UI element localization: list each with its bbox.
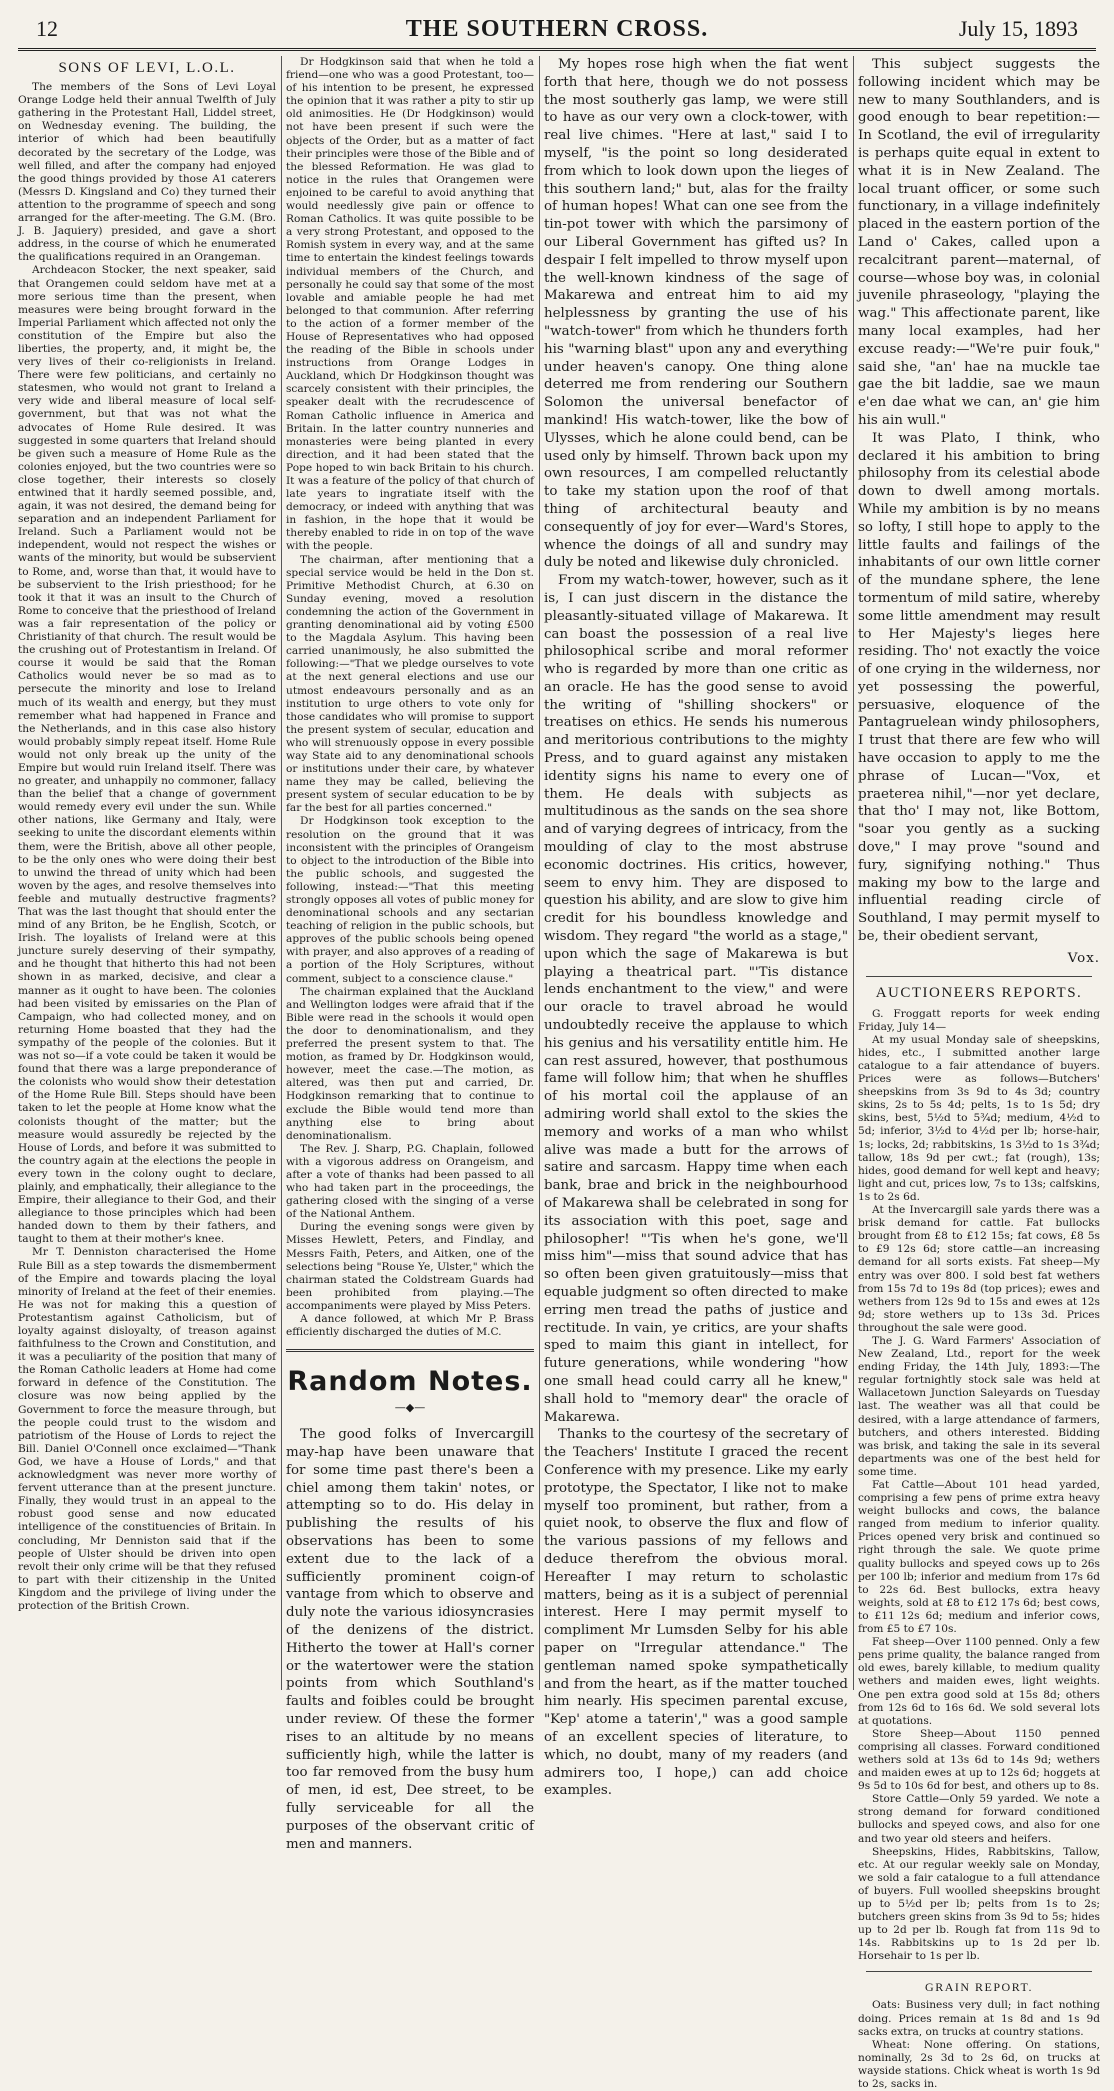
random-notes-body <box>286 1426 534 1853</box>
article-paragraph: Archdeacon Stocker, the next speaker, said that Orangemen could seldom have met at a more serious time than the present, when measures were being brought forward in the Imperial Parliament which affected not only the constitution of the Empire but also the liberties, the property, and, it might be, the very lives of their co-religionists in Ireland. There were few politicians, and certainly no statesmen, who would not grant to Ireland a very wide and liberal measure of local self-government, but that was not what the advocates of Home Rule desired. It was suggested in some quarters that Ireland should be given such a measure of Home Rule as the colonies enjoyed, but the two countries were so close together, their interests so closely entwined that it hardly seemed possible, and, again, it was not desired, the demand being for separation and an independent Parliament for Ireland. Such a Parliament would not be independent, would not respect the wishes or wants of the minority, but would be subservient to Rome, and, worse than that, it would have to be subservient to the Irish priesthood; for he took it that it was an insult to the Church of Rome to conceive that the priesthood of Ireland was a fair representation of the policy or Christianity of that church. The result would be the crushing out of Protestantism in Ireland. Of course it would be said that the Roman Catholics would never be so mad as to persecute the minority and lose to Ireland much of its wealth and energy, but they must remember what had happened in France and the Netherlands, and in this case also history would probably simply repeat itself. Home Rule would not only break up the unity of the Empire but would ruin Ireland itself. There was no greater, and unhappily no commoner, fallacy than the belief that a change of government would remedy every evil under the sun. While other nations, like Germany and Italy, were seeking to unite the discordant elements within them, were the British, above all other people, to be the only ones who were doing their best to unwind the thread of unity which had been woven by the ages, and resolve themselves into feeble and mutually destructive fragments? That was the last thought that should enter the mind of any Briton, be he English, Scotch, or Irish. The loyalists of Ireland were at this juncture surely deserving of their sympathy, and he thought that hitherto this had not been shown in as marked, decisive, and clear a manner as it ought to have been. The colonies had been visited by emissaries on the Plan of Campaign, who had collected money, and on returning Home boasted that they had the sympathy of the people of the colonies. But it was not so—if a vote could be taken it would be found that there was a large preponderance of the colonists who would show their detestation of the Home Rule Bill. Steps should have been taken to let the people at Home know what the colonists thought of the matter; but the measure would assuredly be rejected by the House of Lords, and before it was submitted to the country again at the elections the people in every town in the colony ought to declare, plainly, and emphatically, their allegiance to the Empire, their allegiance to their God, and their allegiance to those principles which had been handed down to them by their fathers, and taught to them at their mother's knee. <box>18 264 276 1246</box>
page-number: 12 <box>36 16 58 41</box>
random-notes-heading: Random Notes. <box>287 1366 533 1398</box>
article-paragraph: Fat sheep—Over 1100 penned. Only a few pens prime quality, the balance ranged from old ewes, barely killable, to medium quality wethers and maiden ewes, light weights. One pen extra good sold at 15s 8d; others from 12s 6d to 16s 6d. We sold several lots at quotations. <box>858 1636 1100 1727</box>
article-paragraph: From my watch-tower, however, such as it is, I can just discern in the distance the pleasantly-situated village of Makarewa. It can boast the possession of a real live philosophical scribe and moral reformer who is regarded by more than one critic as an oracle. He has the good sense to avoid the writing of "shilling shockers" or treatises on ethics. He sends his numerous and meritorious contributions to the mighty Press, and to guard against any mistaken identity signs his name to every one of them. He deals with subjects as multitudinous as the sands on the sea shore and of varying degrees of intricacy, from the moulding of clay to the most abstruse economic doctrines. His critics, however, seem to envy him. They are disposed to question his ability, and are slow to give him credit for his boundless knowledge and wisdom. They regard "the world as a stage," upon which the sage of Makarewa is but playing a theatrical part. "'Tis distance lends enchantment to the view," and were our oracle to travel abroad he would undoubtedly receive the applause to which his genius and his versatility entitle him. He can rest assured, however, that posthumous fame will follow him; that when he shuffles of his mortal coil the applause of an admiring world shall extol to the skies the memory and works of a man who whilst alive was made a butt for the arrows of satire and sarcasm. Happy time when each bank, brae and brick in the neighbourhood of Makarewa shall be celebrated in song for its association with this poet, sage and philosopher! "'Tis when he's gone, we'll miss him"—miss that sound advice that has so often been given gratuitously—miss that equable judgment so often directed to make erring men tread the paths of justice and rectitude. In vain, ye critics, are your shafts sped to maim this giant in intellect, for future generations, while wondering "how one small head could carry all he knew," shall hold to "memory dear" the oracle of Makarewa. <box>544 573 848 1425</box>
article-paragraph: Oats: Business very dull; in fact nothing doing. Prices remain at 1s 8d and 1s 9d sacks extra, on trucks at country stations. <box>858 1999 1100 2038</box>
article-paragraph: Fat Cattle—About 101 head yarded, comprising a few pens of prime extra heavy weight bullocks and cows, the balance ranged from medium to inferior quality. Prices opened very brisk and continued so right through the sale. We quote prime quality bullocks and speyed cows up to 26s per 100 lb; inferior and medium from 17s 6d to 22s 6d. Best bullocks, extra heavy weights, sold at £8 to £12 17s 6d; best cows, to £11 12s 6d; medium and inferior cows, from £5 to £7 10s. <box>858 1479 1100 1636</box>
article-paragraph: Dr Hodgkinson took exception to the resolution on the ground that it was inconsistent with the principles of Orangeism to object to the introduction of the Bible into the public schools, and suggested the following, instead:—"That this meeting strongly opposes all votes of public money for denominational schools and any sectarian teaching of religion in the public schools, but approves of the public schools being opened with prayer, and also approves of a reading of a portion of the Holy Scriptures, without comment, subject to a conscience clause." <box>286 815 534 985</box>
grain-report-body <box>858 1999 1100 2091</box>
article-paragraph: Dr Hodgkinson said that when he told a friend—one who was a good Protestant, too—of his intention to be present, he expressed the opinion that it was rather a pity to stir up old animosities. He (Dr Hodgkinson) would not have been present if such were the objects of the Order, but as a matter of fact their principles were those of the Bible and of the blessed Reformation. He was glad to notice in the rules that Orangemen were enjoined to be careful to avoid anything that would needlessly give pain or offence to Roman Catholics. It was quite possible to be a very strong Protestant, and opposed to the Romish system in every way, and at the same time to entertain the kindest feelings towards individual members of the Church, and personally he could say that some of the most lovable and amiable people he had met belonged to that communion. After referring to the action of a former member of the House of Representatives who had opposed the reading of the Bible in schools under instructions from Orange Lodges in Auckland, which Dr Hodgkinson thought was scarcely consistent with their principles, the speaker dealt with the recrudescence of Roman Catholic influence in America and Britain. In the latter country nunneries and monasteries were being planted in every direction, and it had been stated that the Pope hoped to win back Britain to his church. It was a feature of the policy of that church of late years to ingratiate itself with the democracy, or indeed with anything that was in fashion, in the hope that it would be thereby enabled to ride in on top of the wave with the people. <box>286 56 534 553</box>
auctioneers-heading: AUCTIONEERS REPORTS. <box>875 984 1083 1001</box>
article-paragraph: Sheepskins, Hides, Rabbitskins, Tallow, etc. At our regular weekly sale on Monday, we sold a fair catalogue to a full attendance of buyers. Full woolled sheepskins brought up to 5½d per lb; pelts from 1s to 2s; butchers green skins from 3s 9d to 5s; hides up to 2d per lb. Rough fat from 11s 9d to 14s. Rabbitskins up to 1s 2d per lb. Horsehair to 1s per lb. <box>858 1845 1100 1963</box>
random-notes-continuation <box>858 56 1100 968</box>
issue-date: July 15, 1893 <box>958 16 1078 41</box>
article-paragraph: Wheat: None offering. On stations, nominally, 2s 3d to 2s 6d, on trucks at wayside stations. Chick wheat is worth 1s 9d to 2s, sacks in. <box>858 2038 1100 2091</box>
article-paragraph: The chairman, after mentioning that a special service would be held in the Don st. Primitive Methodist Church, at 6.30 on Sunday evening, moved a resolution condemning the action of the Government in granting denominational aid by voting £500 to the Magdala Asylum. This having been carried unanimously, he also submitted the following:—"That we pledge ourselves to vote at the next general elections and use our utmost endeavours personally and as an institution to urge others to vote only for those candidates who will promise to support the present system of secular, education and who will strenuously oppose in every possible way State aid to any denominational schools or institutions under their care, by whatever name they may be called, believing the present system of secular education to be by far the best for all parties concerned." <box>286 553 534 815</box>
column-1 <box>18 56 276 1690</box>
grain-report-heading: GRAIN REPORT. <box>925 1980 1033 1995</box>
ornament-rule: —◆— <box>394 1401 426 1415</box>
article-paragraph: The Rev. J. Sharp, P.G. Chaplain, followed with a vigorous address on Orangeism, and after a vote of thanks had been passed to all who had taken part in the proceedings, the gathering closed with the singing of a verse of the National Anthem. <box>286 1142 534 1221</box>
column-rule <box>281 56 282 1690</box>
masthead <box>18 14 1096 51</box>
column-3 <box>544 56 848 1799</box>
column-rule <box>539 56 540 1690</box>
article-paragraph: Mr T. Denniston characterised the Home Rule Bill as a step towards the dismemberment of the Empire and towards placing the loyal minority of Ireland at the feet of their enemies. He was not for making this a question of Protestantism against Catholicism, but of loyalty against disloyalty, of treason against faithfulness to the Crown and Constitution, and it was a peculiarity of the position that many of the Roman Catholic leaders at Home had come forward in defence of the Constitution. The closure was now being applied by the Government to force the measure through, but the people could trust to the wisdom and patriotism of the House of Lords to reject the Bill. Daniel O'Connell once exclaimed—"Thank God, we have a House of Lords," and that acknowledgment was never more worthy of fervent utterance than at the present juncture. Finally, they would trust in an appeal to the robust good sense and now educated intelligence of the constituencies of Britain. In concluding, Mr Denniston said that if the people of Ulster should be driven into open revolt their only crime will be that they refused to part with their citizenship in the United Kingdom and the privilege of living under the protection of the British Crown. <box>18 1246 276 1612</box>
article-paragraph: During the evening songs were given by Misses Hewlett, Peters, and Findlay, and Messrs Faith, Peters, and Aitken, one of the selections being "Rouse Ye, Ulster," which the chairman stated the Coldstream Guards had been prohibited from playing.—The accompaniments were played by Miss Peters. <box>286 1221 534 1312</box>
signature: Vox. <box>1067 950 1100 966</box>
article-paragraph: It was Plato, I think, who declared it his ambition to bring philosophy from its celestial abode down to dwell among mortals. While my ambition is by no means so lofty, I still hope to apply to the little faults and failings of the inhabitants of our own little corner of the mundane sphere, the lene tormentum of mild satire, whereby some little amendment may result to Her Majesty's lieges here residing. Tho' not exactly the voice of one crying in the wilderness, nor yet possessing the powerful, persuasive, eloquence of the Pantagruelean windy philosophers, I trust that there are few who will have occasion to apply to me the phrase of Lucan—"Vox, et praeterea nihil,"—nor yet declare, that tho' I may not, like Bottom, "soar you gently as a sucking dove," I may prove "sound and fury, signifying nothing." Thus making my bow to the large and influential reading circle of Southland, I may permit myself to be, their obedient servant, <box>858 430 1100 945</box>
article-paragraph: The J. G. Ward Farmers' Association of New Zealand, Ltd., report for the week ending Friday, the 14th July, 1893:—The regular fortnightly stock sale was held at Wallacetown Junction Saleyards on Tuesday last. The weather was all that could be desired, with a large attendance of farmers, butchers, and others interested. Bidding was brisk, and taking the sale in its several departments was one of the best held for some time. <box>858 1334 1100 1478</box>
article-paragraph: G. Froggatt reports for week ending Friday, July 14— <box>858 1007 1100 1033</box>
column-rule <box>853 56 854 1690</box>
article-paragraph: A dance followed, at which Mr P. Brass efficiently discharged the duties of M.C. <box>286 1313 534 1339</box>
article-paragraph: At my usual Monday sale of sheepskins, hides, etc., I submitted another large catalogue to a fair attendance of buyers. Prices were as follows—Butchers' sheepskins from 3s 9d to 4s 3d; country skins, 2s to 5s 4d; pelts, 1s to 1s 5d; dry skins, best, 5½d to 5¾d; medium, 4½d to 5d; inferior, 3½d to 4½d per lb; horse-hair, 1s; locks, 2d; rabbitskins, 1s 3½d to 1s 3¾d; tallow, 18s 9d per cwt.; fat (rough), 13s; hides, good demand for well kept and heavy; light and cut, prices low, 7s to 13s; calfskins, 1s to 2s 6d. <box>858 1033 1100 1203</box>
article-paragraph: This subject suggests the following incident which may be new to many Southlanders, and is good enough to bear repetition:—In Scotland, the evil of irregularity is perhaps quite equal in extent to what it is in New Zealand. The local truant officer, or some such functionary, in a village indefinitely placed in the eastern portion of the Land o' Cakes, called upon a recalcitrant parent—maternal, of course—whose boy was, in colonial juvenile phraseology, "playing the wag." This affectionate parent, like many local examples, had her excuse ready:—"We're puir fouk," said she, "an' hae na muckle tae gae the bit laddie, sae we maun e'en dae what we can, an' gie him his ain wull." <box>858 57 1100 428</box>
article-paragraph: Store Sheep—About 1150 penned comprising all classes. Forward conditioned wethers sold at 13s 6d to 14s 9d; wethers and maiden ewes at up to 12s 6d; hoggets at 9s 5d to 10s 6d for best, and others up to 8s. <box>858 1727 1100 1793</box>
article-continuation <box>286 56 534 1339</box>
article-heading-sons-of-levi: SONS OF LEVI, L.O.L. <box>58 60 236 76</box>
article-paragraph: At the Invercargill sale yards there was a brisk demand for cattle. Fat bullocks brought from £8 to £12 15s; fat cows, £8 5s to £9 12s 6d; store cattle—an increasing demand for all sorts exists. Fat sheep—My entry was over 800. I sold best fat wethers from 15s 7d to 19s 8d (top prices); ewes and wethers from 12s 9d to 15s and ewes at 12s 9d; store wethers up to 13s 3d. Prices throughout the sale were good. <box>858 1204 1100 1334</box>
article-paragraph: The members of the Sons of Levi Loyal Orange Lodge held their annual Twelfth of July gathering in the Protestant Hall, Liddel street, on Wednesday evening. The building, the interior of which had been beautifully decorated by the secretary of the Lodge, was well filled, and after the company had enjoyed the good things provided by those A1 caterers (Messrs D. Kingsland and Co) they turned their attention to the programme of speech and song arranged for the after-meeting. The G.M. (Bro. J. B. Jaquiery) presided, and gave a short address, in the course of which he enumerated the qualifications required in an Orangeman. <box>18 81 276 264</box>
newspaper-title: THE SOUTHERN CROSS. <box>405 16 709 42</box>
auctioneers-body <box>858 1008 1100 1964</box>
column-2 <box>286 56 534 1852</box>
article-paragraph: My hopes rose high when the fiat went forth that here, though we do not possess the most southerly gas lamp, we were still to have as our very own a clock-tower, with real live chimes. "Here at last," said I to myself, "is the point so long desiderated from which to look down upon the lieges of this southern land;" but, alas for the frailty of human hopes! What can one see from the tin-pot tower with which the parsimony of our Liberal Government has gifted us? In despair I felt impelled to throw myself upon the well-known kindness of the sage of Makarewa and entreat him to aid my helplessness by granting the use of his "watch-tower" from which he thunders forth his "warning blast" upon any and everything under heaven's canopy. One thing alone deterred me from rendering our Southern Solomon the universal benefactor of mankind! His watch-tower, like the bow of Ulysses, which he alone could bend, can be used only by himself. Thrown back upon my own resources, I am compelled reluctantly to take my station upon the roof of that thing of architectural beauty and consequently of joy for ever—Ward's Stores, whence the doings of all and sundry may duly be noted and likewise duly chronicled. <box>544 57 848 571</box>
columns <box>18 56 1100 2091</box>
article-paragraph: Store Cattle—Only 59 yarded. We note a strong demand for forward conditioned bullocks and speyed cows, and also for one and two year old steers and heifers. <box>858 1793 1100 1845</box>
article-paragraph: Thanks to the courtesy of the secretary of the Teachers' Institute I graced the recent Conference with my presence. Like my early prototype, the Spectator, I like not to make myself too prominent, but rather, from a quiet nook, to observe the flux and flow of the various passions of my fellows and deduce therefrom the obvious moral. Hereafter I may return to scholastic matters, being as it is a subject of perennial interest. Here I may permit myself to compliment Mr Lumsden Selby for his able paper on "Irregular attendance." The gentleman named spoke sympathetically and from the heart, as if the matter touched him nearly. His specimen parental excuse, "Kep' atome a taterin'," was a good sample of an excellent species of literature, to which, no doubt, many of my readers (and admirers too, I hope,) can add choice examples. <box>544 1427 848 1799</box>
article-paragraph: The good folks of Invercargill may-hap have been unaware that for some time past there's been a chiel among them takin' notes, or attempting so to do. His delay in publishing the results of his observations has been to some extent due to the lack of a sufficiently prominent coign-of vantage from which to observe and duly note the various idiosyncrasies of the denizens of the district. Hitherto the tower at Hall's corner or the watertower were the station points from which Southland's faults and foibles could be brought under review. Of these the former rises to an altitude by no means sufficiently high, while the latter is too far removed from the busy hum of men, id est, Dee street, to be fully serviceable for all the purposes of the observant critic of men and manners. <box>286 1427 534 1852</box>
section-divider <box>286 1349 534 1352</box>
article-paragraph: The chairman explained that the Auckland and Wellington lodges were afraid that if the Bible were read in the schools it would open the door to denominationalism, and they preferred the present system to that. The motion, as framed by Dr. Hodgkinson would, however, meet the case.—The motion, as altered, was then put and carried, Dr. Hodgkinson remarking that to continue to exclude the Bible would tend more than anything else to bring about denominationalism. <box>286 985 534 1142</box>
column-4 <box>858 56 1100 2091</box>
section-divider <box>866 976 1092 977</box>
section-divider <box>866 1971 1092 1972</box>
